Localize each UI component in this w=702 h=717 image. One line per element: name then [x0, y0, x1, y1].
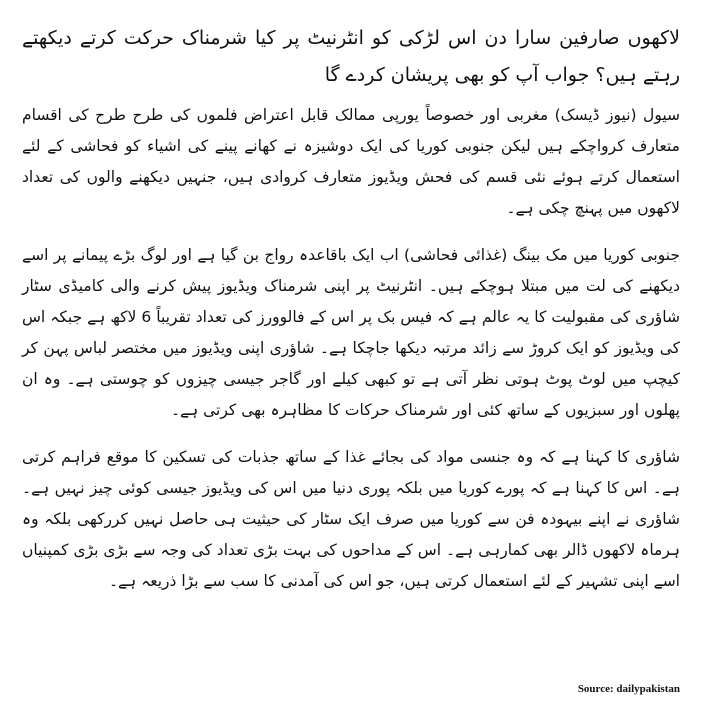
article-body: [22, 20, 680, 597]
article-headline: لاکھوں صارفین سارا دن اس لڑکی کو انٹرنیٹ پر کیا شرمناک حرکت کرتے دیکھتے رہتے ہیں؟ جواب آپ کو بھی پریشان کردے گا: [22, 27, 680, 86]
article-paragraph-3: شاؤری کا کہنا ہے کہ وہ جنسی مواد کی بجائے غذا کے ساتھ جذبات کی تسکین کا موقع فراہم کرتی ہے۔ اس کا کہنا ہے کہ پورے کوریا میں بلکہ پوری دنیا میں اس کی ویڈیوز جیسی کوئی چیز نہیں ہے۔ شاؤری نے اپنے بیہودہ فن سے کوریا میں صرف ایک سٹار کی حیثیت ہی حاصل نہیں کررکھی بلکہ وہ ہرماہ لاکھوں ڈالر بھی کمارہی ہے۔ اس کے مداحوں کی بہت بڑی تعداد کی وجہ سے بڑی بڑی کمپنیاں اسے اپنی تشہیر کے لئے استعمال کرتی ہیں، جو اس کی آمدنی کا سب سے بڑا ذریعہ ہے۔: [22, 448, 680, 590]
source-credit: Source: dailypakistan: [577, 683, 680, 695]
article-paragraph-1: سیول (نیوز ڈیسک) مغربی اور خصوصاً یورپی ممالک قابل اعتراض فلموں کی طرح طرح کی اقسام متعارف کرواچکے ہیں لیکن جنوبی کوریا کی ایک دوشیزہ نے کھانے پینے کی اشیاء کو فحاشی کے لئے استعمال کرتے ہوئے نئی قسم کی فحش ویڈیوز متعارف کروادی ہیں، جنہیں دیکھنے والوں کی تعداد لاکھوں میں پہنچ چکی ہے۔: [22, 106, 680, 217]
article-paragraph-2: جنوبی کوریا میں مک بینگ (غذائی فحاشی) اب ایک باقاعدہ رواج بن گیا ہے اور لوگ بڑے پیمانے پر اسے دیکھنے کی لت میں مبتلا ہوچکے ہیں۔ انٹرنیٹ پر اپنی شرمناک ویڈیوز پیش کرنے والی کامیڈی سٹار شاؤری کی مقبولیت کا یہ عالم ہے کہ فیس بک پر اس کے فالوورز کی تعداد تقریباً 6 لاکھ ہے جبکہ اس کی ویڈیوز کو ایک کروڑ سے زائد مرتبہ دیکھا جاچکا ہے۔ شاؤری اپنی ویڈیوز میں مختصر لباس پہن کر کیچپ میں لوٹ پوٹ ہوتی نظر آتی ہے تو کبھی کیلے اور گاجر جیسی چیزوں کو چوستی ہے۔ وہ ان پھلوں اور سبزیوں کے ساتھ کئی اور شرمناک حرکات کا مظاہرہ بھی کرتی ہے۔: [22, 246, 680, 419]
